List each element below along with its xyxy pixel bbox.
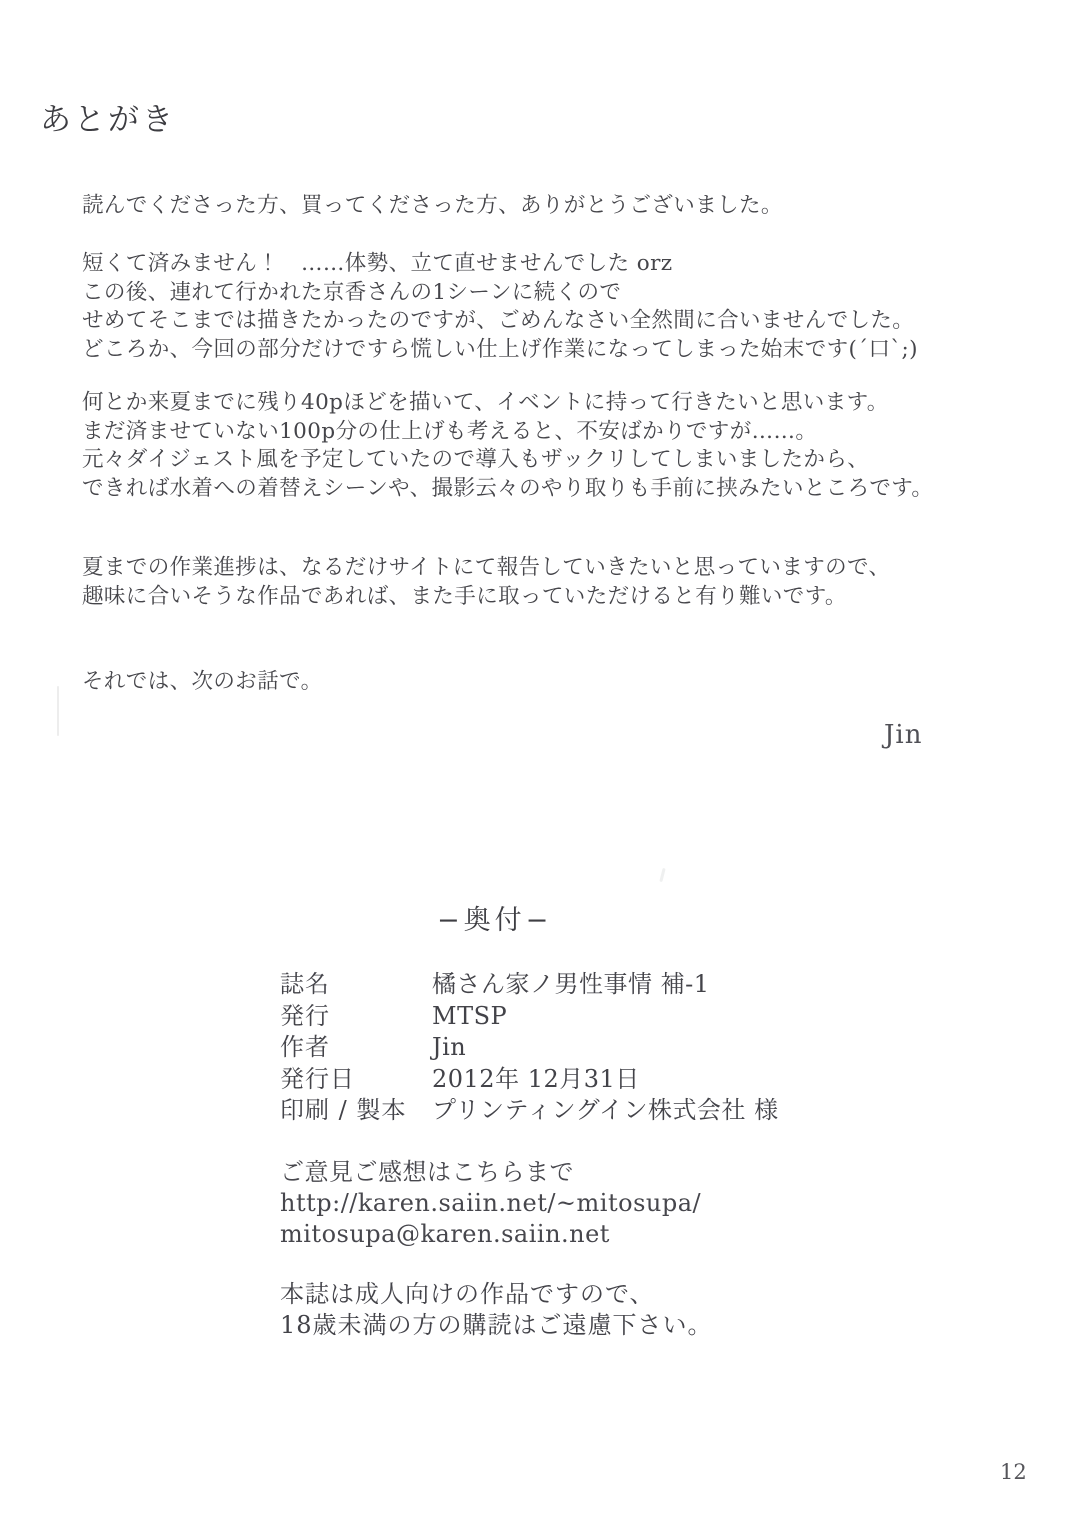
author-signature: Jin [884, 720, 923, 750]
afterword-text-line: 元々ダイジェスト風を予定していたので導入もザックリしてしまいましたから、 [82, 447, 870, 472]
colophon-row [280, 969, 779, 1001]
afterword-plans-paragraph [82, 389, 933, 503]
contact-heading: ご意見ご感想はこちらまで [280, 1158, 574, 1186]
website-url: http://karen.saiin.net/~mitosupa/ [280, 1189, 702, 1217]
colophon-value: 橘さん家ノ男性事情 補-1 [432, 970, 710, 998]
colophon-table [280, 969, 779, 1127]
colophon-title: −奥付− [437, 905, 553, 936]
adult-warning-line: 本誌は成人向けの作品ですので、 [280, 1280, 655, 1308]
scan-crease-artifact [57, 686, 59, 736]
colophon-label: 発行 [280, 1001, 330, 1030]
colophon-label: 印刷 / 製本 [280, 1096, 407, 1124]
afterword-text-line: 趣味に合いそうな作品であれば、また手に取っていただけると有り難いです。 [82, 583, 847, 609]
colophon-label: 作者 [280, 1033, 330, 1061]
afterword-text-line: 短くて済みません！ ……体勢、立て直せませんでした orz [82, 251, 673, 276]
page-number: 12 [1000, 1460, 1027, 1484]
colophon-value: 2012年 12月31日 [432, 1064, 640, 1093]
afterword-progress-paragraph [82, 554, 890, 611]
afterword-closing-line: それでは、次のお話で。 [82, 669, 323, 694]
page-title: あとがき [40, 102, 176, 138]
afterword-text-line: この後、連れて行かれた京香さんの1シーンに続くので [82, 279, 622, 305]
scan-mark-artifact [659, 868, 665, 882]
adult-warning-line: 18歳未満の方の購読はご遠慮下さい。 [280, 1311, 713, 1339]
colophon-label: 発行日 [280, 1064, 355, 1093]
afterword-text-line: 何とか来夏までに残り40pほどを描いて、イベントに持って行きたいと思います。 [82, 390, 889, 415]
email-address: mitosupa@karen.saiin.net [280, 1220, 610, 1248]
colophon-row [280, 1032, 779, 1064]
colophon-value: Jin [432, 1033, 467, 1061]
afterword-text-line: まだ済ませていない100p分の仕上げも考えると、不安ばかりですが……。 [82, 418, 818, 444]
contact-block [280, 1157, 701, 1250]
afterword-text-line: 夏までの作業進捗は、なるだけサイトにて報告していきたいと思っていますので、 [82, 555, 891, 580]
afterword-text-line: せめてそこまでは描きたかったのですが、ごめんなさい全然間に合いませんでした。 [82, 308, 915, 333]
afterword-text-line: どころか、今回の部分だけですら慌しい仕上げ作業になってしまった始末です(´口`;) [82, 336, 918, 362]
afterword-text-line: できれば水着への着替えシーンや、撮影云々のやり取りも手前に挟みたいところです。 [82, 475, 934, 501]
colophon-value: プリンティングイン株式会社 様 [432, 1096, 779, 1124]
colophon-row [280, 1001, 779, 1033]
colophon-row [280, 1064, 779, 1096]
colophon-label: 誌名 [280, 970, 330, 998]
adult-content-warning [280, 1279, 713, 1341]
afterword-thanks-paragraph: 読んでくださった方、買ってくださった方、ありがとうございました。 [82, 193, 783, 218]
afterword-apology-paragraph [82, 250, 918, 364]
colophon-row [280, 1095, 779, 1127]
colophon-value: MTSP [432, 1001, 508, 1030]
